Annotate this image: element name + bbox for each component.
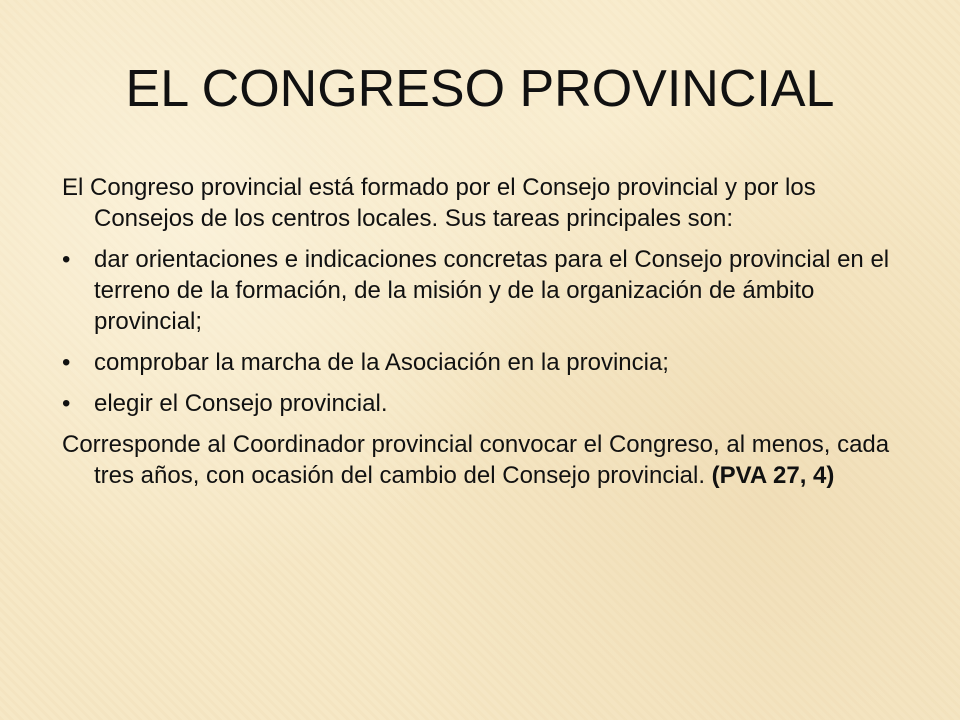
closing-text: Corresponde al Coordinador provincial convocar el Congreso, al menos, cada tres años, con ocasión del cambio del Consejo provincial. [62, 431, 890, 489]
bullet-item-3 [62, 388, 912, 419]
slide-body [62, 172, 912, 501]
bullet-item-1 [62, 244, 912, 337]
intro-paragraph: El Congreso provincial está formado por el Consejo provincial y por los Consejos de los centros locales. Sus tareas principales son: [62, 174, 816, 232]
bullet-marker: • [62, 349, 71, 376]
slide-title: EL CONGRESO PROVINCIAL [125, 60, 835, 118]
closing-paragraph [62, 429, 912, 491]
bullet-marker: • [62, 246, 71, 273]
reference-citation: (PVA 27, 4) [711, 462, 835, 489]
bullet-text: comprobar la marcha de la Asociación en la provincia; [94, 349, 669, 376]
bullet-text: elegir el Consejo provincial. [94, 390, 388, 417]
bullet-item-2 [62, 347, 912, 378]
bullet-marker: • [62, 390, 71, 417]
bullet-text: dar orientaciones e indicaciones concretas para el Consejo provincial en el terreno de la formación, de la misión y de la organización de ámbito provincial; [94, 246, 890, 335]
